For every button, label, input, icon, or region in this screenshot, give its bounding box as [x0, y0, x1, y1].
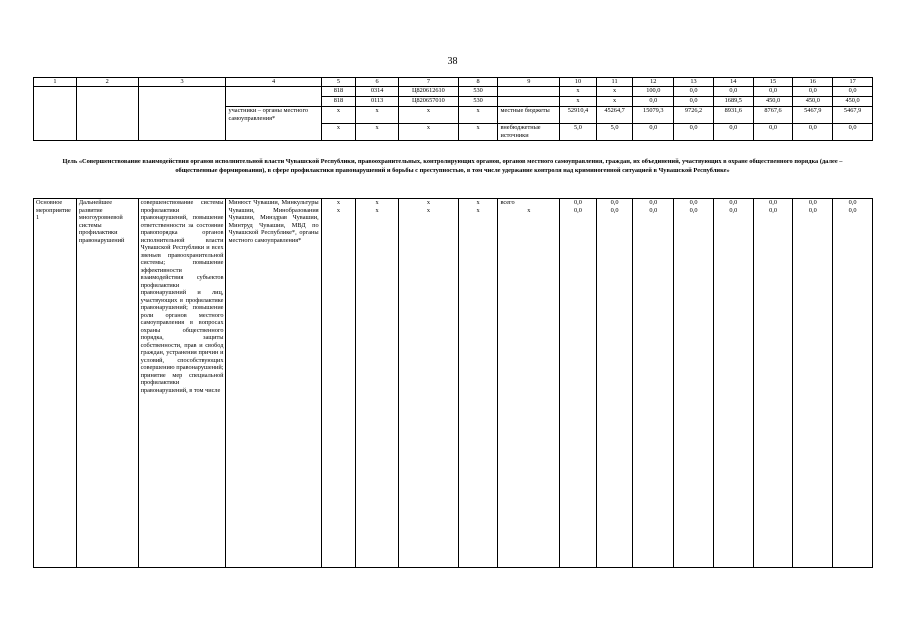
table-cell: 530 — [458, 87, 498, 97]
table-cell: 0,0 — [633, 124, 674, 141]
budget-table-top — [33, 77, 873, 141]
table-cell: 0,0 0,0 — [793, 199, 833, 568]
table-row — [34, 199, 873, 568]
table-cell: 450,0 — [753, 97, 793, 107]
table-cell: х х — [321, 199, 356, 568]
col-num-cell: 13 — [674, 78, 714, 87]
goal-heading: Цель «Совершенствование взаимодействия органов исполнительной власти Чувашской Республики, правоохранительных, контролирующих органов, органов местного самоуправления, граждан, их объединений, участвующих в охране общественного порядка (далее – общественные формирования), в сфере профилактики правонарушений и борьбы с преступностью, в том числе удержание контроля над криминогенной ситуацией в Чувашской Республике» — [62, 158, 843, 175]
table-cell: х х — [458, 199, 498, 568]
table-cell — [498, 87, 560, 97]
col-num-cell: 3 — [138, 78, 226, 87]
table-cell: х — [321, 124, 356, 141]
table-cell: 818 — [321, 97, 356, 107]
table-cell — [498, 97, 560, 107]
col-num-cell: 1 — [34, 78, 77, 87]
table-cell: 0,0 0,0 — [633, 199, 674, 568]
table-cell: 450,0 — [793, 97, 833, 107]
table-cell: 8931,6 — [713, 107, 753, 124]
table-row — [34, 87, 873, 97]
empty-cell — [76, 87, 138, 141]
col-num-cell: 14 — [713, 78, 753, 87]
empty-cell — [138, 87, 226, 141]
table-cell: 0314 — [356, 87, 399, 97]
col-num-cell: 9 — [498, 78, 560, 87]
table-cell: 0,0 — [674, 124, 714, 141]
activity-tasks-cell: совершенствование системы профилактики правонарушений, повышение ответственности за состояние правопорядка органов исполнительной власти Чувашской Республики и всех звеньев правоохранительной системы; повышение эффективности взаимодействия субъектов профилактики правонарушений и лиц, участвующих в профилактике правонарушений; повышение роли органов местного самоуправления в вопросах охраны общественного порядка, защиты собственности, прав и свобод граждан, устранения причин и условий, способствующих совершению правонарушений; принятие мер специальной профилактики правонарушений, в том числе — [138, 199, 226, 568]
table-cell: х — [321, 107, 356, 124]
table-cell: 0,0 — [674, 87, 714, 97]
table-cell: х — [399, 107, 459, 124]
table-cell: 15079,3 — [633, 107, 674, 124]
col-num-cell: 11 — [596, 78, 633, 87]
table-cell: Ц820612610 — [399, 87, 459, 97]
col-num-cell: 17 — [833, 78, 873, 87]
empty-cell — [226, 87, 321, 107]
table-cell: 45264,7 — [596, 107, 633, 124]
table-cell: х — [356, 107, 399, 124]
table-cell: 5467,9 — [793, 107, 833, 124]
table-cell: 0,0 — [633, 97, 674, 107]
table-cell: х — [596, 87, 633, 97]
page-number: 38 — [447, 56, 458, 67]
participants-cell: участники – органы местного самоуправления* — [226, 107, 321, 141]
funding-source-cell: местные бюджеты — [498, 107, 560, 124]
funding-source-cell: всего х — [498, 199, 560, 568]
table-cell: 0,0 — [753, 124, 793, 141]
table-cell: 9726,2 — [674, 107, 714, 124]
table-cell: 450,0 — [833, 97, 873, 107]
table-cell: 5467,9 — [833, 107, 873, 124]
table-cell: 0,0 — [793, 87, 833, 97]
table-cell: 0,0 — [713, 87, 753, 97]
table-cell: 5,0 — [596, 124, 633, 141]
table-cell: х — [356, 124, 399, 141]
table-cell: 52910,4 — [560, 107, 597, 124]
col-num-cell: 15 — [753, 78, 793, 87]
table-cell: 0,0 0,0 — [560, 199, 597, 568]
table-cell: х — [458, 107, 498, 124]
table-cell: 0,0 0,0 — [674, 199, 714, 568]
table-cell: х — [399, 124, 459, 141]
col-num-cell: 4 — [226, 78, 321, 87]
col-num-cell: 8 — [458, 78, 498, 87]
funding-source-cell: внебюджетные источники — [498, 124, 560, 141]
col-num-cell: 7 — [399, 78, 459, 87]
table-cell: 0,0 0,0 — [713, 199, 753, 568]
table-cell: х — [458, 124, 498, 141]
table-cell: 5,0 — [560, 124, 597, 141]
table-cell: 0,0 0,0 — [596, 199, 633, 568]
col-num-cell: 5 — [321, 78, 356, 87]
empty-cell — [34, 87, 77, 141]
col-num-cell: 16 — [793, 78, 833, 87]
table-cell: 0,0 — [713, 124, 753, 141]
table-cell: 0,0 — [753, 87, 793, 97]
col-num-cell: 6 — [356, 78, 399, 87]
table-cell: х — [560, 87, 597, 97]
table-cell: 0,0 — [833, 87, 873, 97]
column-number-row — [34, 78, 873, 87]
table-cell: 8767,6 — [753, 107, 793, 124]
table-cell: х — [560, 97, 597, 107]
table-cell: 0,0 — [833, 124, 873, 141]
table-cell: 0,0 — [793, 124, 833, 141]
table-cell: 1689,5 — [713, 97, 753, 107]
table-cell: 0,0 0,0 — [833, 199, 873, 568]
table-cell: х — [596, 97, 633, 107]
table-cell: х х — [399, 199, 459, 568]
col-num-cell: 12 — [633, 78, 674, 87]
activity-number-cell: Основное мероприятие 1 — [34, 199, 77, 568]
col-num-cell: 2 — [76, 78, 138, 87]
table-cell: 818 — [321, 87, 356, 97]
table-cell: 530 — [458, 97, 498, 107]
table-cell: 100,0 — [633, 87, 674, 97]
activity-name-cell: Дальнейшее развитие многоуровневой системы профилактики правонарушений — [76, 199, 138, 568]
executors-cell: Минюст Чувашии, Минкультуры Чувашии, Минобразования Чувашии, Минздрав Чувашии, Минтруд Чувашии, МВД по Чувашской Республике*, органы местного самоуправления* — [226, 199, 321, 568]
table-cell: Ц820657010 — [399, 97, 459, 107]
col-num-cell: 10 — [560, 78, 597, 87]
table-cell: 0,0 0,0 — [753, 199, 793, 568]
table-cell: х х — [356, 199, 399, 568]
main-activity-table — [33, 198, 873, 568]
table-cell: 0,0 — [674, 97, 714, 107]
table-cell: 0113 — [356, 97, 399, 107]
